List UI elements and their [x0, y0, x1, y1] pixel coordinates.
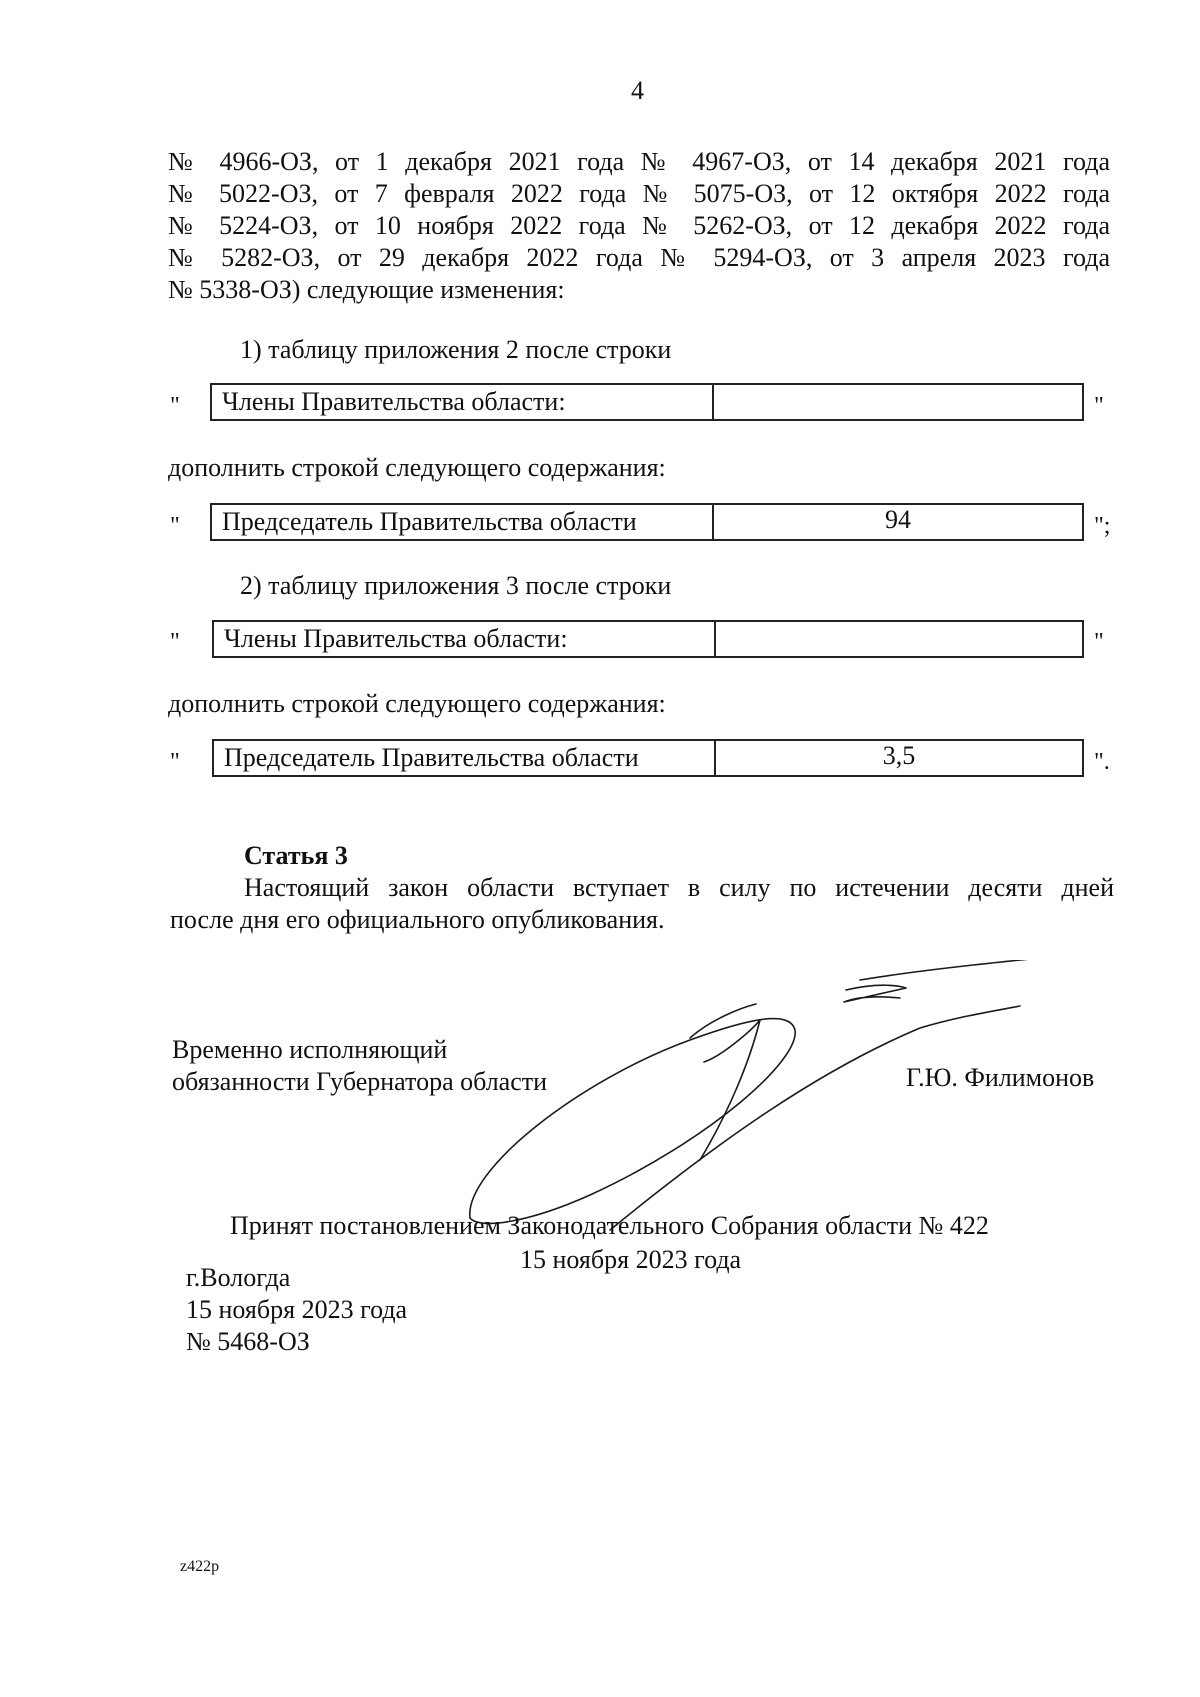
- close-quote-semicolon: ";: [1094, 513, 1111, 539]
- intro-line-2: № 5022-ОЗ, от 7 февраля 2022 года № 5075-ОЗ, от 12 октября 2022 года: [168, 179, 1110, 208]
- open-quote: ": [170, 629, 180, 655]
- item-1-label: 1) таблицу приложения 2 после строки: [240, 335, 672, 364]
- article-line-2: после дня его официального опубликования.: [170, 905, 665, 934]
- intro-line-4: № 5282-ОЗ, от 29 декабря 2022 года № 5294-ОЗ, от 3 апреля 2023 года: [168, 243, 1110, 272]
- article-title: Статья 3: [244, 841, 348, 870]
- table-2-new-row-cell-value: 3,5: [882, 741, 916, 770]
- close-quote: ": [1094, 393, 1104, 419]
- law-date: 15 ноября 2023 года: [186, 1295, 408, 1324]
- intro-last-line: № 5338-ОЗ) следующие изменения:: [168, 275, 565, 304]
- handwritten-signature: [460, 960, 1080, 1250]
- article-line-1: Настоящий закон области вступает в силу по истечении десяти дней: [244, 873, 1114, 902]
- intro-line-1: № 4966-ОЗ, от 1 декабря 2021 года № 4967-ОЗ, от 14 декабря 2021 года: [168, 147, 1110, 176]
- adopted-line-1: Принят постановлением Законодательного Собрания области № 422: [230, 1211, 989, 1240]
- city: г.Вологда: [186, 1263, 291, 1292]
- table-2-row: [212, 620, 1084, 658]
- table-2-new-row: [212, 739, 1084, 777]
- table-2-new-row-cell-name: Председатель Правительства области: [214, 741, 716, 775]
- table-1-row-cell-name: Члены Правительства области:: [212, 385, 714, 419]
- adopted-line-2: 15 ноября 2023 года: [520, 1245, 742, 1274]
- signer-title-line-2: обязанности Губернатора области: [172, 1067, 548, 1096]
- table-1-row: [210, 383, 1084, 421]
- table-1-new-row-cell-name: Председатель Правительства области: [212, 505, 714, 539]
- close-quote: ": [1094, 629, 1104, 655]
- add-row-text-2: дополнить строкой следующего содержания:: [168, 689, 666, 718]
- signer-name: Г.Ю. Филимонов: [906, 1063, 1095, 1092]
- add-row-text-1: дополнить строкой следующего содержания:: [168, 453, 666, 482]
- signer-title-line-1: Временно исполняющий: [172, 1035, 448, 1064]
- open-quote: ": [170, 513, 180, 539]
- table-1-new-row: [210, 503, 1084, 541]
- open-quote: ": [170, 393, 180, 419]
- file-code: z422p: [180, 1558, 220, 1575]
- page-number: 4: [631, 76, 644, 105]
- table-2-row-cell-name: Члены Правительства области:: [214, 622, 716, 656]
- item-2-label: 2) таблицу приложения 3 после строки: [240, 571, 672, 600]
- table-2-row-cell-value: [716, 622, 1082, 656]
- intro-line-3: № 5224-ОЗ, от 10 ноября 2022 года № 5262-ОЗ, от 12 декабря 2022 года: [168, 211, 1110, 240]
- table-1-row-cell-value: [714, 385, 1082, 419]
- close-quote-period: ".: [1094, 749, 1110, 775]
- table-1-new-row-cell-value: 94: [885, 505, 911, 534]
- law-number: № 5468-ОЗ: [186, 1327, 310, 1356]
- open-quote: ": [170, 749, 180, 775]
